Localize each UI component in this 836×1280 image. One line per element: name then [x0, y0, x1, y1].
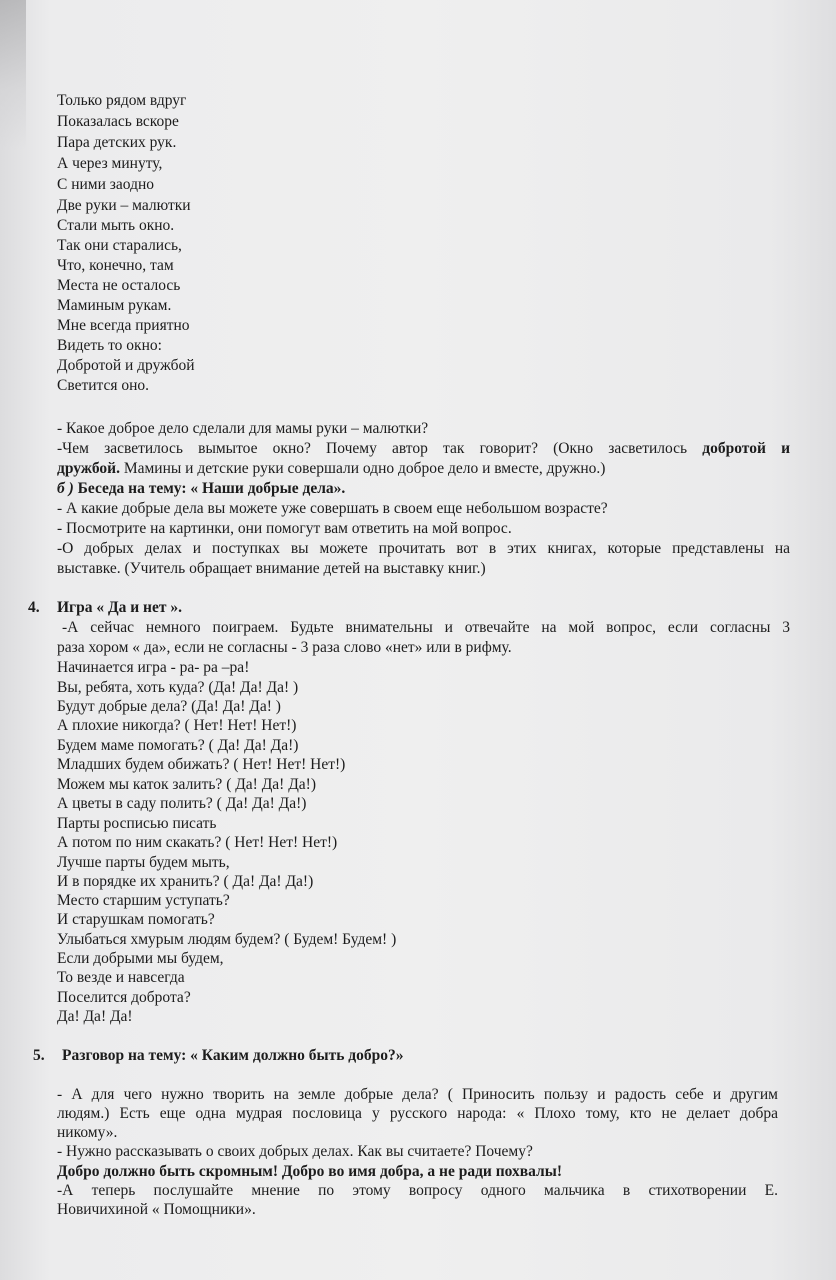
- section-b-line: - Посмотрите на картинки, они помогут вам ответить на мой вопрос.: [57, 520, 512, 537]
- page-shadow: [0, 0, 26, 150]
- game-line: Вы, ребята, хоть куда? (Да! Да! Да! ): [57, 679, 299, 696]
- section-b-line: выставке. (Учитель обращает внимание детей на выставку книг.): [57, 560, 486, 577]
- game-line: Если добрыми мы будем,: [57, 950, 224, 967]
- section-4-intro: раза хором « да», если не согласны - 3 раза слово «нет» или в рифму.: [57, 639, 512, 656]
- game-line: Младших будем обижать? ( Нет! Нет! Нет!): [57, 756, 346, 773]
- section-5-paragraph: никому».: [57, 1124, 118, 1141]
- question-2-line-2: [57, 459, 605, 478]
- question-2-bold-2: дружбой.: [57, 460, 120, 477]
- section-5-paragraph: Новичихиной « Помощники».: [57, 1201, 256, 1218]
- game-line: И в порядке их хранить? ( Да! Да! Да!): [57, 873, 314, 890]
- section-5-number: 5.: [33, 1047, 45, 1064]
- section-5-paragraph: - А для чего нужно творить на земле добрые дела? ( Приносить пользу и радость себе и другим: [57, 1086, 778, 1103]
- game-line: Можем мы каток залить? ( Да! Да! Да!): [57, 776, 316, 793]
- game-line: То везде и навсегда: [57, 969, 185, 986]
- question-2-bold: добротой и: [702, 440, 790, 457]
- poem-line: Маминым рукам.: [57, 297, 172, 314]
- game-line: А цветы в саду полить? ( Да! Да! Да!): [57, 795, 307, 812]
- game-line: А потом по ним скакать? ( Нет! Нет! Нет!): [57, 834, 338, 851]
- section-b-heading: [57, 479, 345, 498]
- game-line: А плохие никогда? ( Нет! Нет! Нет!): [57, 717, 297, 734]
- game-line: Лучше парты будем мыть,: [57, 854, 230, 871]
- poem-line: Две руки – малютки: [57, 197, 191, 214]
- question-2-line-1: [57, 439, 790, 458]
- question-2-text: -Чем засветилось вымытое окно? Почему автор так говорит? (Окно засветилось: [57, 440, 703, 457]
- game-line: Будем маме помогать? ( Да! Да! Да!): [57, 737, 299, 754]
- section-5-paragraph: -А теперь послушайте мнение по этому вопросу одного мальчика в стихотворении Е.: [57, 1182, 778, 1199]
- game-line: Будут добрые дела? (Да! Да! Да! ): [57, 698, 281, 715]
- poem-line: Пара детских рук.: [57, 134, 177, 151]
- game-line: Начинается игра - ра- ра –ра!: [57, 659, 250, 676]
- question-1: - Какое доброе дело сделали для мамы руки – малютки?: [57, 420, 429, 437]
- game-line: Парты росписью писать: [57, 815, 217, 832]
- section-5-paragraph: - Нужно рассказывать о своих добрых делах. Как вы считаете? Почему?: [57, 1143, 533, 1160]
- poem-line: Показалась вскоре: [57, 113, 179, 130]
- poem-line: Места не осталось: [57, 277, 181, 294]
- poem-line: Что, конечно, там: [57, 257, 174, 274]
- section-5-paragraph: людям.) Есть еще одна мудрая пословица у русского народа: « Плохо тому, кто не делает добра: [57, 1105, 778, 1122]
- section-4-number: 4.: [28, 599, 40, 616]
- poem-line: А через минуту,: [57, 155, 163, 172]
- section-b-title: Беседа на тему: « Наши добрые дела».: [73, 480, 346, 497]
- poem-line: С ними заодно: [57, 176, 155, 193]
- section-b-prefix: б ): [57, 480, 74, 497]
- section-5-bold-statement: Добро должно быть скромным! Добро во имя добра, а не ради похвалы!: [57, 1163, 562, 1180]
- poem-line: Светится оно.: [57, 377, 150, 394]
- game-line: Да! Да! Да!: [57, 1008, 133, 1025]
- poem-line: Мне всегда приятно: [57, 317, 190, 334]
- game-line: Улыбаться хмурым людям будем? ( Будем! Будем! ): [57, 931, 397, 948]
- poem-line: Стали мыть окно.: [57, 217, 175, 234]
- section-5-title: Разговор на тему: « Каким должно быть добро?»: [62, 1047, 404, 1064]
- poem-line: Только рядом вдруг: [57, 92, 187, 109]
- poem-line: Видеть то окно:: [57, 337, 162, 354]
- section-4-title: Игра « Да и нет ».: [57, 599, 182, 616]
- poem-line: Добротой и дружбой: [57, 357, 195, 374]
- poem-line: Так они старались,: [57, 237, 182, 254]
- section-4-intro: -А сейчас немного поиграем. Будьте внимательны и отвечайте на мой вопрос, если согласны 3: [62, 619, 790, 636]
- game-line: Место старшим уступать?: [57, 892, 230, 909]
- game-line: Поселится доброта?: [57, 989, 191, 1006]
- section-b-line: - А какие добрые дела вы можете уже совершать в своем еще небольшом возрасте?: [57, 500, 608, 517]
- question-2-text-2: Мамины и детские руки совершали одно доброе дело и вместе, дружно.): [119, 460, 606, 477]
- game-line: И старушкам помогать?: [57, 911, 215, 928]
- section-b-line: -О добрых делах и поступках вы можете прочитать вот в этих книгах, которые представлены на: [57, 540, 790, 557]
